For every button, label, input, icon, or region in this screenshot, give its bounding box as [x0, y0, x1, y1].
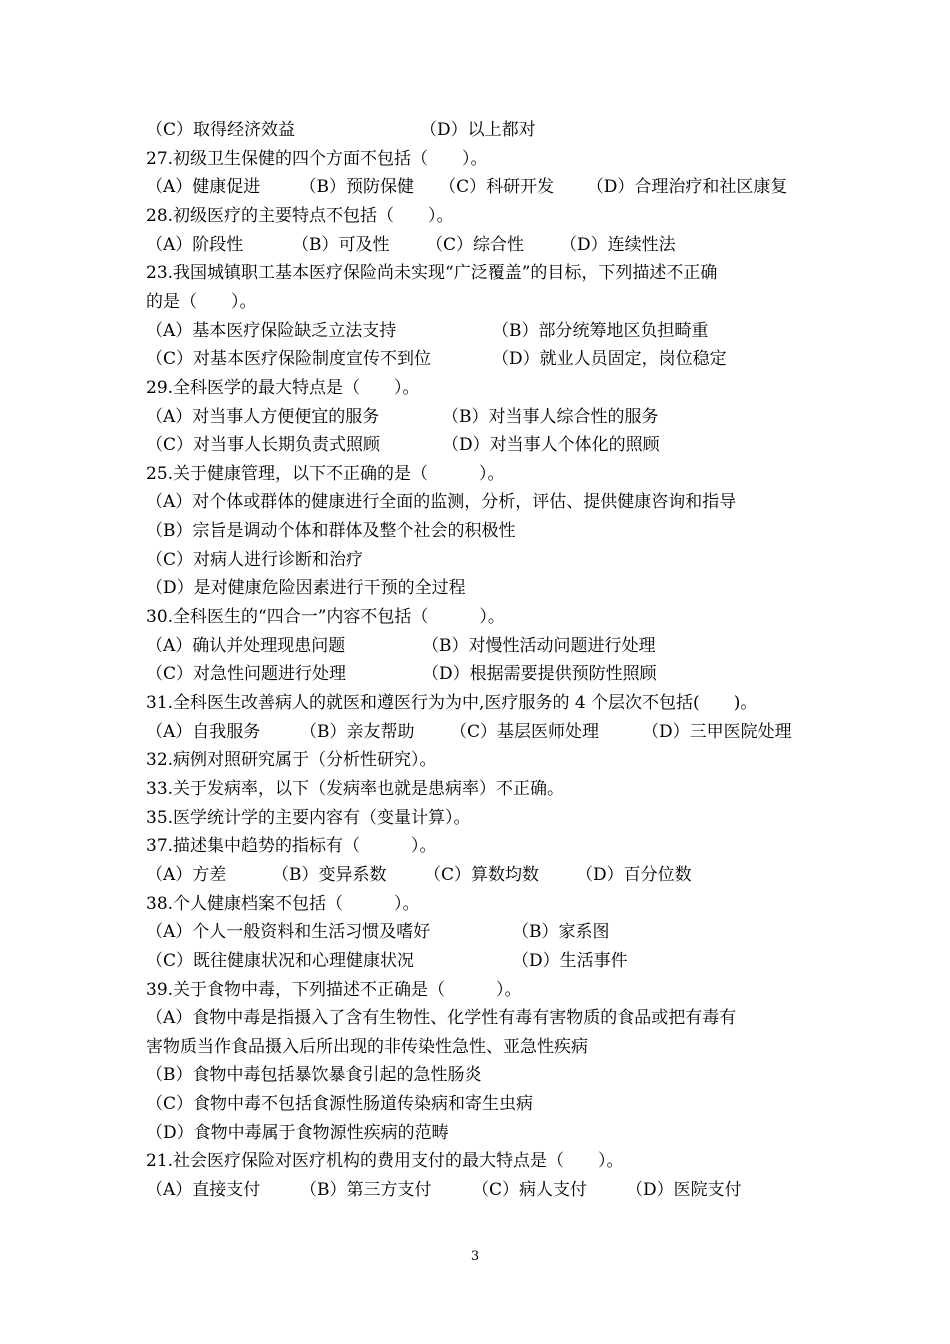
answer-option: （B）家系图 [512, 922, 610, 943]
text-line: 23.我国城镇职工基本医疗保险尚未实现“广泛覆盖”的目标，下列描述不正确 [146, 263, 718, 284]
option-row [146, 861, 826, 889]
text-line: （A）对个体或群体的健康进行全面的监测，分析，评估、提供健康咨询和指导 [146, 492, 737, 513]
answer-option: （C）基层医师处理 [450, 721, 600, 742]
text-line: 25.关于健康管理，以下不正确的是（ ）。 [146, 463, 505, 484]
answer-option: （C）既往健康状况和心理健康状况 [146, 950, 415, 971]
text-line: 21.社会医疗保险对医疗机构的费用支付的最大特点是（ ）。 [146, 1151, 624, 1172]
option-row [146, 345, 826, 373]
text-line: （D）是对健康危险因素进行干预的全过程 [146, 578, 466, 599]
answer-option: （B）可及性 [292, 234, 390, 255]
answer-option: （D）以上都对 [420, 120, 536, 140]
text-line: （C）食物中毒不包括食源性肠道传染病和寄生虫病 [146, 1094, 534, 1115]
answer-option: （D）对当事人个体化的照顾 [442, 435, 660, 456]
answer-option: （C）取得经济效益 [146, 120, 296, 140]
option-row [146, 231, 826, 259]
text-line: 害物质当作食品摄入后所出现的非传染性急性、亚急性疾病 [146, 1036, 588, 1057]
text-line: （A）食物中毒是指摄入了含有生物性、化学性有毒有害物质的食品或把有毒有 [146, 1008, 737, 1029]
answer-option: （C）算数均数 [424, 864, 540, 885]
answer-option: （D）根据需要提供预防性照顾 [422, 664, 657, 685]
text-line: 38.个人健康档案不包括（ ）。 [146, 893, 420, 914]
option-row [146, 116, 826, 144]
answer-option: （D）连续性法 [560, 234, 676, 255]
answer-option: （A）健康促进 [146, 177, 261, 198]
option-row [146, 173, 826, 201]
answer-option: （D）生活事件 [512, 950, 628, 971]
text-line: 30.全科医生的“四合一”内容不包括（ ）。 [146, 607, 505, 628]
answer-option: （A）方差 [146, 864, 227, 885]
option-row [146, 918, 826, 946]
option-row [146, 632, 826, 660]
answer-option: （C）对基本医疗保险制度宣传不到位 [146, 349, 432, 370]
text-line: （D）食物中毒属于食物源性疾病的范畴 [146, 1122, 449, 1143]
answer-option: （A）确认并处理现患问题 [146, 635, 346, 656]
answer-option: （B）第三方支付 [300, 1180, 432, 1201]
text-line: 29.全科医学的最大特点是（ ）。 [146, 377, 420, 398]
option-row [146, 431, 826, 459]
answer-option: （D）三甲医院处理 [642, 721, 792, 742]
answer-option: （B）预防保健 [299, 177, 415, 198]
answer-option: （A）个人一般资料和生活习惯及嗜好 [146, 922, 431, 943]
text-line: 35.医学统计学的主要内容有（变量计算）。 [146, 807, 471, 828]
answer-option: （D）医院支付 [626, 1180, 742, 1201]
answer-option: （A）对当事人方便便宜的服务 [146, 406, 380, 427]
option-row [146, 317, 826, 345]
text-line: 的是（ ）。 [146, 291, 257, 312]
option-row [146, 947, 826, 975]
text-line: 32.病例对照研究属于（分析性研究）。 [146, 750, 437, 771]
text-line: 33.关于发病率，以下（发病率也就是患病率）不正确。 [146, 778, 565, 799]
answer-option: （D）合理治疗和社区康复 [586, 177, 788, 198]
answer-option: （C）科研开发 [439, 177, 555, 198]
answer-option: （B）对慢性活动问题进行处理 [422, 635, 656, 656]
text-line: （B）食物中毒包括暴饮暴食引起的急性肠炎 [146, 1065, 482, 1086]
answer-option: （A）自我服务 [146, 721, 261, 742]
answer-option: （C）综合性 [426, 234, 525, 255]
text-line: 31.全科医生改善病人的就医和遵医行为为中,医疗服务的 4 个层次不包括( )。 [146, 693, 758, 713]
answer-option: （D）百分位数 [576, 864, 692, 885]
answer-option: （C）对当事人长期负责式照顾 [146, 435, 381, 456]
option-row [146, 718, 826, 746]
answer-option: （A）基本医疗保险缺乏立法支持 [146, 320, 397, 341]
answer-option: （C）病人支付 [472, 1180, 588, 1201]
answer-option: （A）阶段性 [146, 234, 244, 255]
text-line: 27.初级卫生保健的四个方面不包括（ ）。 [146, 148, 488, 169]
text-line: 37.描述集中趋势的指标有（ ）。 [146, 836, 437, 857]
text-line: （C）对病人进行诊断和治疗 [146, 549, 364, 570]
answer-option: （A）直接支付 [146, 1180, 261, 1201]
text-line: 39.关于食物中毒，下列描述不正确是（ ）。 [146, 979, 522, 1000]
text-line: （B）宗旨是调动个体和群体及整个社会的积极性 [146, 521, 516, 542]
answer-option: （B）部分统筹地区负担畸重 [492, 320, 709, 341]
option-row [146, 660, 826, 688]
answer-option: （B）变异系数 [272, 864, 387, 885]
answer-option: （B）亲友帮助 [300, 721, 415, 742]
answer-option: （C）对急性问题进行处理 [146, 664, 347, 685]
option-row [146, 1176, 826, 1204]
page-number: 3 [470, 1249, 480, 1264]
text-line: 28.初级医疗的主要特点不包括（ ）。 [146, 205, 454, 226]
answer-option: （B）对当事人综合性的服务 [442, 406, 659, 427]
answer-option: （D）就业人员固定，岗位稳定 [492, 349, 727, 370]
option-row [146, 403, 826, 431]
